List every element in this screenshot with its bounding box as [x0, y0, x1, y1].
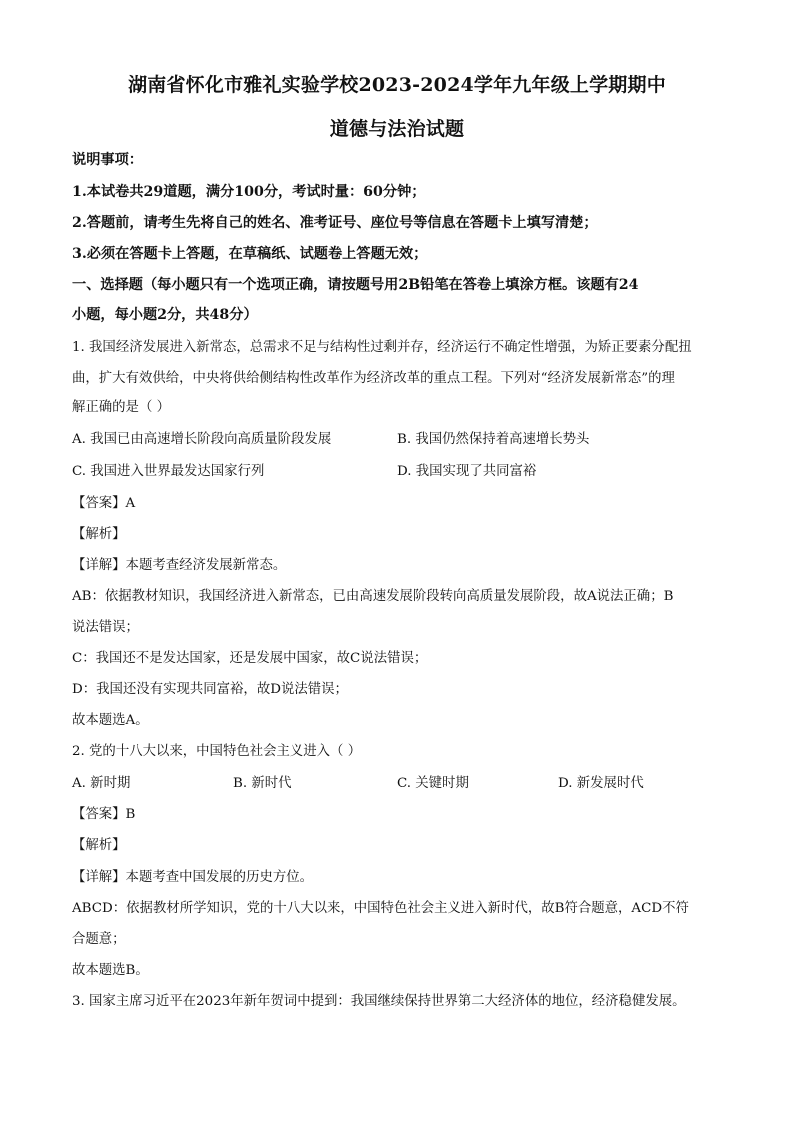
question-1-option-a: A. 我国已由高速增长阶段向高质量阶段发展 — [72, 432, 332, 447]
question-1-option-b: B. 我国仍然保持着高速增长势头 — [397, 432, 590, 447]
question-2-option-c: C. 关键时期 — [397, 776, 469, 791]
question-2-option-a: A. 新时期 — [72, 776, 131, 791]
instruction-item: 1.本试卷共29道题，满分100分，考试时量：60分钟； — [72, 184, 426, 200]
question-3-stem: 3. 国家主席习近平在2023年新年贺词中提到：我国继续保持世界第二大经济体的地位，经济稳健发展。 — [72, 994, 686, 1009]
question-1-detail: 说法错误； — [72, 620, 139, 635]
exam-title: 湖南省怀化市雅礼实验学校2023-2024学年九年级上学期期中 — [128, 74, 666, 96]
question-1-stem: 1. 我国经济发展进入新常态，总需求不足与结构性过剩并存，经济运行不确定性增强，为矫正要素分配扭 — [72, 340, 692, 355]
instruction-item: 3.必须在答题卡上答题，在草稿纸、试题卷上答题无效； — [72, 246, 428, 262]
instructions-heading: 说明事项： — [72, 152, 143, 168]
question-1-stem: 曲，扩大有效供给，中央将供给侧结构性改革作为经济改革的重点工程。下列对“经济发展新常态”的理 — [72, 371, 675, 386]
question-1-analysis: 【解析】 — [72, 527, 126, 542]
question-1-stem: 解正确的是（ ） — [72, 400, 170, 415]
section-heading: 一、选择题（每小题只有一个选项正确，请按题号用2B铅笔在答卷上填涂方框。该题有24 — [72, 277, 639, 293]
section-heading-cont: 小题，每小题2分，共48分） — [72, 307, 258, 323]
question-1-detail: 【详解】本题考查经济发展新常态。 — [72, 558, 287, 573]
question-1-detail: C：我国还不是发达国家，还是发展中国家，故C说法错误； — [72, 651, 428, 666]
question-1-conclusion: 故本题选A。 — [72, 713, 149, 728]
question-1-detail: D：我国还没有实现共同富裕，故D说法错误； — [72, 682, 348, 697]
question-2-conclusion: 故本题选B。 — [72, 963, 149, 978]
question-2-detail: 合题意； — [72, 932, 126, 947]
exam-subtitle: 道德与法治试题 — [329, 118, 465, 140]
instruction-item: 2.答题前，请考生先将自己的姓名、准考证号、座位号等信息在答题卡上填写清楚； — [72, 215, 598, 231]
question-2-analysis: 【解析】 — [72, 838, 126, 853]
question-2-option-d: D. 新发展时代 — [558, 776, 644, 791]
question-1-option-c: C. 我国进入世界最发达国家行列 — [72, 464, 265, 479]
question-1-detail: AB：依据教材知识，我国经济进入新常态，已由高速发展阶段转向高质量发展阶段，故A说法正确；B — [72, 589, 674, 604]
question-2-option-b: B. 新时代 — [233, 776, 292, 791]
question-1-option-d: D. 我国实现了共同富裕 — [397, 464, 537, 479]
question-2-stem: 2. 党的十八大以来，中国特色社会主义进入（ ） — [72, 744, 362, 759]
question-1-answer: 【答案】A — [72, 496, 136, 511]
question-2-answer: 【答案】B — [72, 807, 136, 822]
question-2-detail: ABCD：依据教材所学知识，党的十八大以来，中国特色社会主义进入新时代，故B符合题意，ACD不符 — [72, 901, 689, 916]
question-2-detail: 【详解】本题考查中国发展的历史方位。 — [72, 870, 314, 885]
